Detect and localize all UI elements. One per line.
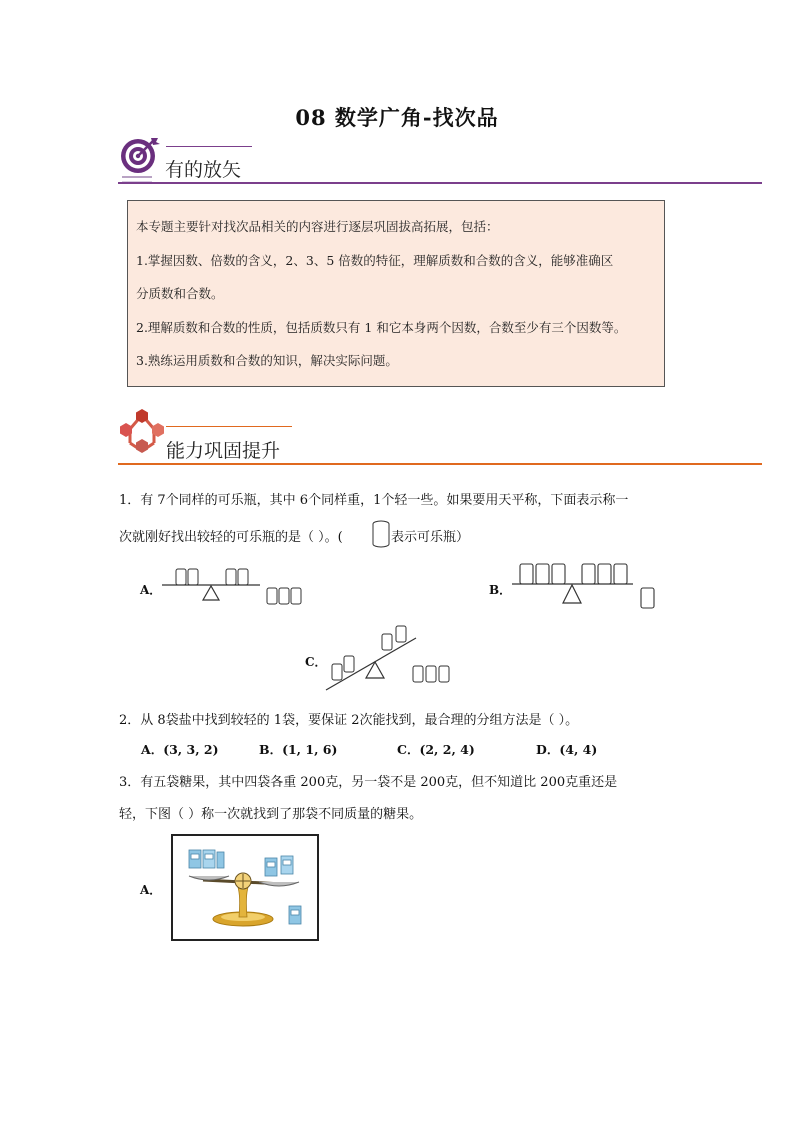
goal-box (127, 200, 665, 387)
section2-title: 能力巩固提升 (166, 440, 281, 462)
q2-option-b[interactable]: B．(1, 1, 6) (259, 742, 338, 757)
q2-text: 2．从 8袋盐中找到较轻的 1袋，要保证 2次能找到，最合理的分组方法是（ ）。 (119, 713, 579, 728)
scale-picture (171, 834, 319, 941)
q1-option-b[interactable]: B． (489, 583, 512, 597)
goal-point2: 2.理解质数和合数的性质，包括质数只有 1 和它本身两个因数，合数至少有三个因数等。 (136, 319, 627, 335)
q1-option-a[interactable]: A． (140, 583, 162, 597)
goal-point1-line2: 分质数和合数。 (136, 286, 224, 301)
bottle-icon (371, 520, 391, 548)
goal-intro: 本专题主要针对找次品相关的内容进行逐层巩固拔高拓展，包括： (136, 219, 499, 234)
section1-title: 有的放矢 (165, 159, 242, 181)
q2-option-c[interactable]: C．(2, 2, 4) (397, 742, 475, 757)
q2-option-d[interactable]: D．(4, 4) (536, 742, 598, 757)
target-icon (118, 136, 162, 186)
q1-line2-b: 表示可乐瓶） (391, 530, 470, 545)
section1-top-line (166, 146, 252, 147)
q1-line1: 1．有 7个同样的可乐瓶，其中 6个同样重，1个轻一些。如果要用天平称，下面表示称一 (119, 493, 629, 508)
q3-line2: 轻，下图（ ）称一次就找到了那袋不同质量的糖果。 (119, 807, 423, 822)
goal-point3: 3.熟练运用质数和合数的知识，解决实际问题。 (136, 353, 398, 368)
section2-top-line (166, 426, 292, 427)
section2-rule (118, 463, 762, 465)
molecule-icon (118, 407, 166, 455)
page-title: 08 数学广角-找次品 (295, 105, 499, 130)
q1-line2-a: 次就刚好找出较轻的可乐瓶的是（ ）。( (119, 530, 343, 545)
balance-c (320, 620, 460, 696)
section1-rule (118, 182, 762, 184)
q3-option-a[interactable]: A． (140, 883, 162, 897)
balance-b (506, 558, 666, 612)
q1-option-c[interactable]: C． (305, 655, 327, 669)
goal-point1-line1: 1.掌握因数、倍数的含义，2、3、5 倍数的特征，理解质数和合数的含义，能够准确区 (136, 252, 614, 268)
q3-line1: 3．有五袋糖果，其中四袋各重 200克，另一袋不是 200克，但不知道比 200克重还是 (119, 775, 618, 790)
q2-option-a[interactable]: A．(3, 3, 2) (141, 742, 219, 757)
balance-a (158, 562, 308, 610)
